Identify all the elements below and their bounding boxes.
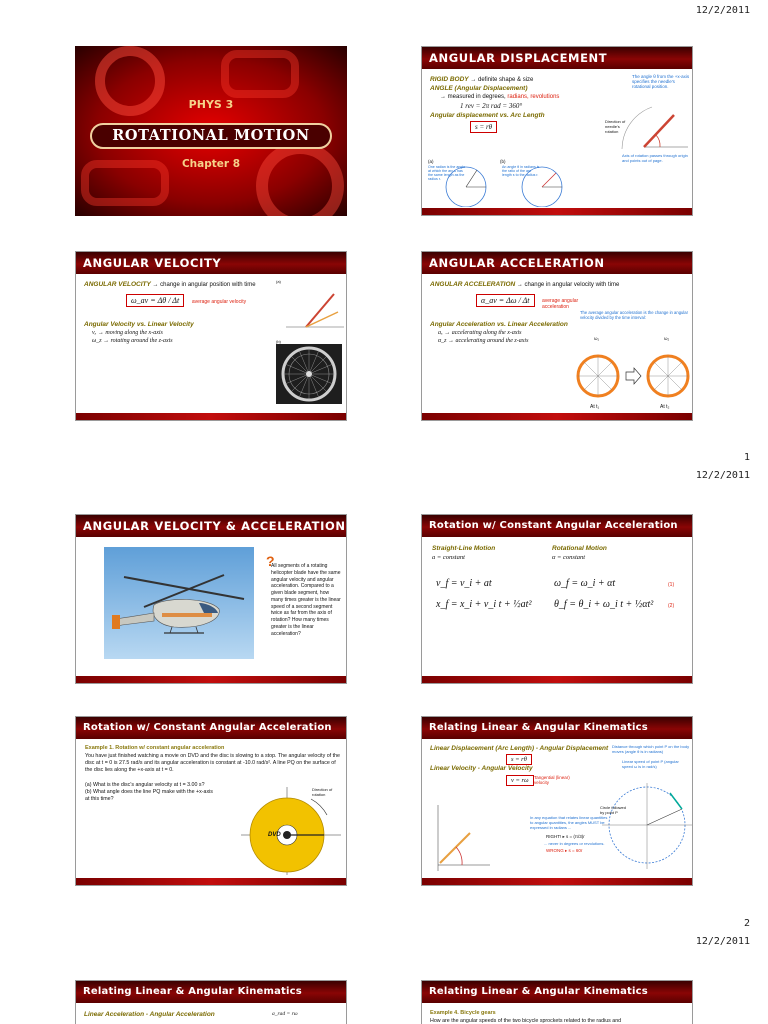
- right-heading: Rotational Motion: [552, 545, 607, 552]
- slide-title-bar: Relating Linear & Angular Kinematics: [76, 981, 346, 1003]
- alpha-side-note: The average angular acceleration is the change in angular velocity divided by the time interval:: [580, 310, 689, 320]
- slide-example-dvd: [75, 716, 347, 886]
- slide-footer: [422, 413, 692, 420]
- sub-a-label: (a): [276, 279, 281, 284]
- tangential-note: Tangential (linear) velocity: [534, 775, 570, 785]
- sub-a-label: (a): [428, 159, 434, 164]
- label-t1: At t₁: [590, 404, 600, 410]
- alpha-av-equation: α_av = Δω / Δt: [476, 294, 535, 307]
- radian-note-a: One radian is the angle at which the arc s has the same length as the radius r.: [428, 165, 466, 181]
- dvd-diagram: [241, 785, 341, 875]
- left-eq2: x_f = x_i + v_i t + ½at²: [436, 599, 532, 610]
- page-number: 1: [743, 452, 750, 463]
- slide-relating-kinematics: [421, 716, 693, 886]
- eq-tag-1: (1): [668, 582, 675, 588]
- example-text: You have just finished watching a movie on DVD and the disc is slowing to a stop. The angular velocity of the disc at t = 0 is 27.5 rad/s and its angular acceleration is constant at -10.0 rad/s². A line PQ on the surface of the disc lies along the +x-axis at t = 0.: [85, 753, 340, 773]
- never-note: ... never in degrees or revolutions.: [544, 841, 605, 846]
- omega1-label: ω₁: [594, 336, 600, 341]
- rigid-body-term: RIGID BODY: [430, 76, 469, 83]
- left-const: a = constant: [432, 554, 465, 561]
- slide-footer: [422, 878, 692, 885]
- def-term: ANGULAR VELOCITY: [84, 281, 151, 288]
- slide-title-bar: Rotation w/ Constant Angular Acceleration: [76, 717, 346, 739]
- slide-title-bar: ANGULAR VELOCITY: [76, 252, 346, 274]
- slide-title-bar: ANGULAR ACCELERATION: [422, 252, 692, 274]
- helicopter-question: All segments of a rotating helicopter blade have the same angular velocity and angular acceleration. Compared to a given blade segment, how many times greater is the linear speed of a second segment twice as far from the axis of rotation? How many times greater is the linear acceleration?: [271, 563, 341, 637]
- slide-footer: [76, 413, 346, 420]
- helicopter-photo: [104, 547, 254, 659]
- angular-line: ω_z → rotating around the z-axis: [92, 338, 173, 344]
- circle-diagram: [602, 773, 692, 873]
- radian-note-b: An angle θ in radians is the ratio of the arc length s to the radius r.: [502, 165, 540, 177]
- page-date: 12/2/2011: [695, 5, 750, 16]
- slide-footer: [76, 878, 346, 885]
- circle-note: Circle followed by point P: [600, 805, 627, 815]
- right-const: α = constant: [552, 554, 586, 561]
- omega-av-note: average angular velocity: [191, 299, 247, 305]
- linear-line: aₓ → accelerating along the x-axis: [438, 330, 522, 336]
- angular-line: α_z → accelerating around the z-axis: [438, 338, 529, 344]
- omega-av-equation: ω_av = Δθ / Δt: [126, 294, 184, 307]
- linear-line: vₓ → moving along the x-axis: [92, 330, 163, 336]
- rigid-body-desc: → definite shape & size: [470, 77, 534, 83]
- displacement-heading: Linear Displacement (Arc Length) - Angular Displacement: [430, 745, 609, 752]
- bicycle-wheel-photo: [276, 344, 342, 404]
- wrong-example: WRONG ▸ s = 60r: [546, 848, 583, 853]
- angle-units-red: radians, revolutions: [507, 94, 560, 100]
- axis-note: Axis of rotation passes through origin and points out of page.: [622, 153, 688, 163]
- velocity-diagram: [276, 282, 346, 337]
- slide-angular-displacement: [421, 46, 693, 216]
- slide-velocity-acceleration: [75, 514, 347, 684]
- slide-footer: [76, 676, 346, 683]
- slide-title-bar: Relating Linear & Angular Kinematics: [422, 981, 692, 1003]
- def-desc: → change in angular position with time: [152, 282, 256, 288]
- left-eq1: v_f = v_i + at: [436, 578, 492, 589]
- label-t2: At t₂: [660, 404, 670, 410]
- slide-title-bar: Rotation w/ Constant Angular Acceleration: [422, 515, 692, 537]
- slide-main-title: ROTATIONAL MOTION: [112, 127, 310, 144]
- right-eq1: ω_f = ω_i + αt: [554, 578, 616, 589]
- right-example: RIGHT! ▸ s = (π/3)r: [546, 834, 585, 839]
- omega2-label: ω₂: [664, 336, 670, 341]
- alpha-av-note: average angular acceleration: [542, 298, 579, 310]
- slide-title-bar: ANGULAR VELOCITY & ACCELERATION: [76, 515, 346, 537]
- radial-acceleration: a_rad = rω: [272, 1011, 298, 1017]
- slide-relating-acceleration: [75, 980, 347, 1024]
- distance-note: Distance through which point P on the body moves (angle θ is in radians): [612, 744, 690, 754]
- rotation-direction: Direction of rotation: [312, 787, 333, 797]
- chapter-label: Chapter 8: [181, 158, 241, 170]
- arc-diagram: [432, 803, 492, 873]
- slide-angular-velocity: [75, 251, 347, 421]
- dvd-logo: DVD: [268, 832, 281, 838]
- right-eq2: θ_f = θ_i + ω_i t + ½αt²: [554, 599, 654, 610]
- slide-footer: [422, 676, 692, 683]
- slide-angular-acceleration: [421, 251, 693, 421]
- page-number: 2: [743, 918, 750, 929]
- eq-tag-2: (2): [668, 603, 675, 609]
- slide-bicycle-gears: [421, 980, 693, 1024]
- needle-note: The angle θ from the +x-axis specifies the needle's rotational position.: [632, 74, 690, 89]
- page-date: 12/2/2011: [695, 470, 750, 481]
- sub-b-label: (b): [276, 339, 281, 344]
- sub-b-label: (b): [500, 159, 506, 164]
- acceleration-heading: Linear Acceleration - Angular Acceleration: [84, 1011, 215, 1018]
- compare-heading: Angular Velocity vs. Linear Velocity: [84, 321, 194, 328]
- left-heading: Straight-Line Motion: [432, 545, 496, 552]
- compare-heading: Angular Acceleration vs. Linear Acceleration: [430, 321, 568, 328]
- example-text: How are the angular speeds of the two bicycle sprockets related to the radius and: [430, 1018, 622, 1024]
- rotation-direction-note: Direction of needle's rotation: [605, 119, 626, 134]
- angle-units: → measured in degrees,: [440, 94, 506, 100]
- radians-note: In any equation that relates linear quantities to angular quantities, the angles MUST be expressed in radians ...: [530, 815, 608, 830]
- angle-term: ANGLE (Angular Displacement): [430, 85, 528, 92]
- question-a: (a) What is the disc's angular velocity at t = 3.00 s?: [85, 782, 205, 788]
- def-term: ANGULAR ACCELERATION: [430, 281, 516, 288]
- arc-heading: Angular displacement vs. Arc Length: [430, 112, 545, 119]
- course-code: PHYS 3: [188, 98, 234, 111]
- question-mark-icon: ?: [266, 553, 275, 569]
- slide-constant-acceleration: [421, 514, 693, 684]
- arc-equation: s = rθ: [506, 754, 532, 765]
- speed-note: Linear speed of point P (angular speed ω is in rad/s): [622, 759, 679, 769]
- wheels-diagram: [574, 344, 693, 406]
- needle-diagram: [612, 97, 692, 157]
- page-date: 12/2/2011: [695, 936, 750, 947]
- radian-diagrams: [442, 159, 572, 207]
- example-label: Example 4. Bicycle gears: [430, 1010, 496, 1016]
- question-b: (b) What angle does the line PQ make with the +x-axis at this time?: [85, 789, 213, 802]
- slide-title-bar: Relating Linear & Angular Kinematics: [422, 717, 692, 739]
- slide-title-bar: ANGULAR DISPLACEMENT: [422, 47, 692, 69]
- example-label: Example 1. Rotation w/ constant angular acceleration: [85, 745, 225, 751]
- tangential-equation: v = rω: [506, 775, 534, 786]
- velocity-heading: Linear Velocity - Angular Velocity: [430, 765, 533, 772]
- def-desc: → change in angular velocity with time: [516, 282, 620, 288]
- slide-title: [75, 46, 347, 216]
- rev-equation: 1 rev = 2π rad = 360°: [460, 102, 523, 110]
- arc-equation: s = rθ: [470, 121, 497, 133]
- slide-footer: [422, 208, 692, 215]
